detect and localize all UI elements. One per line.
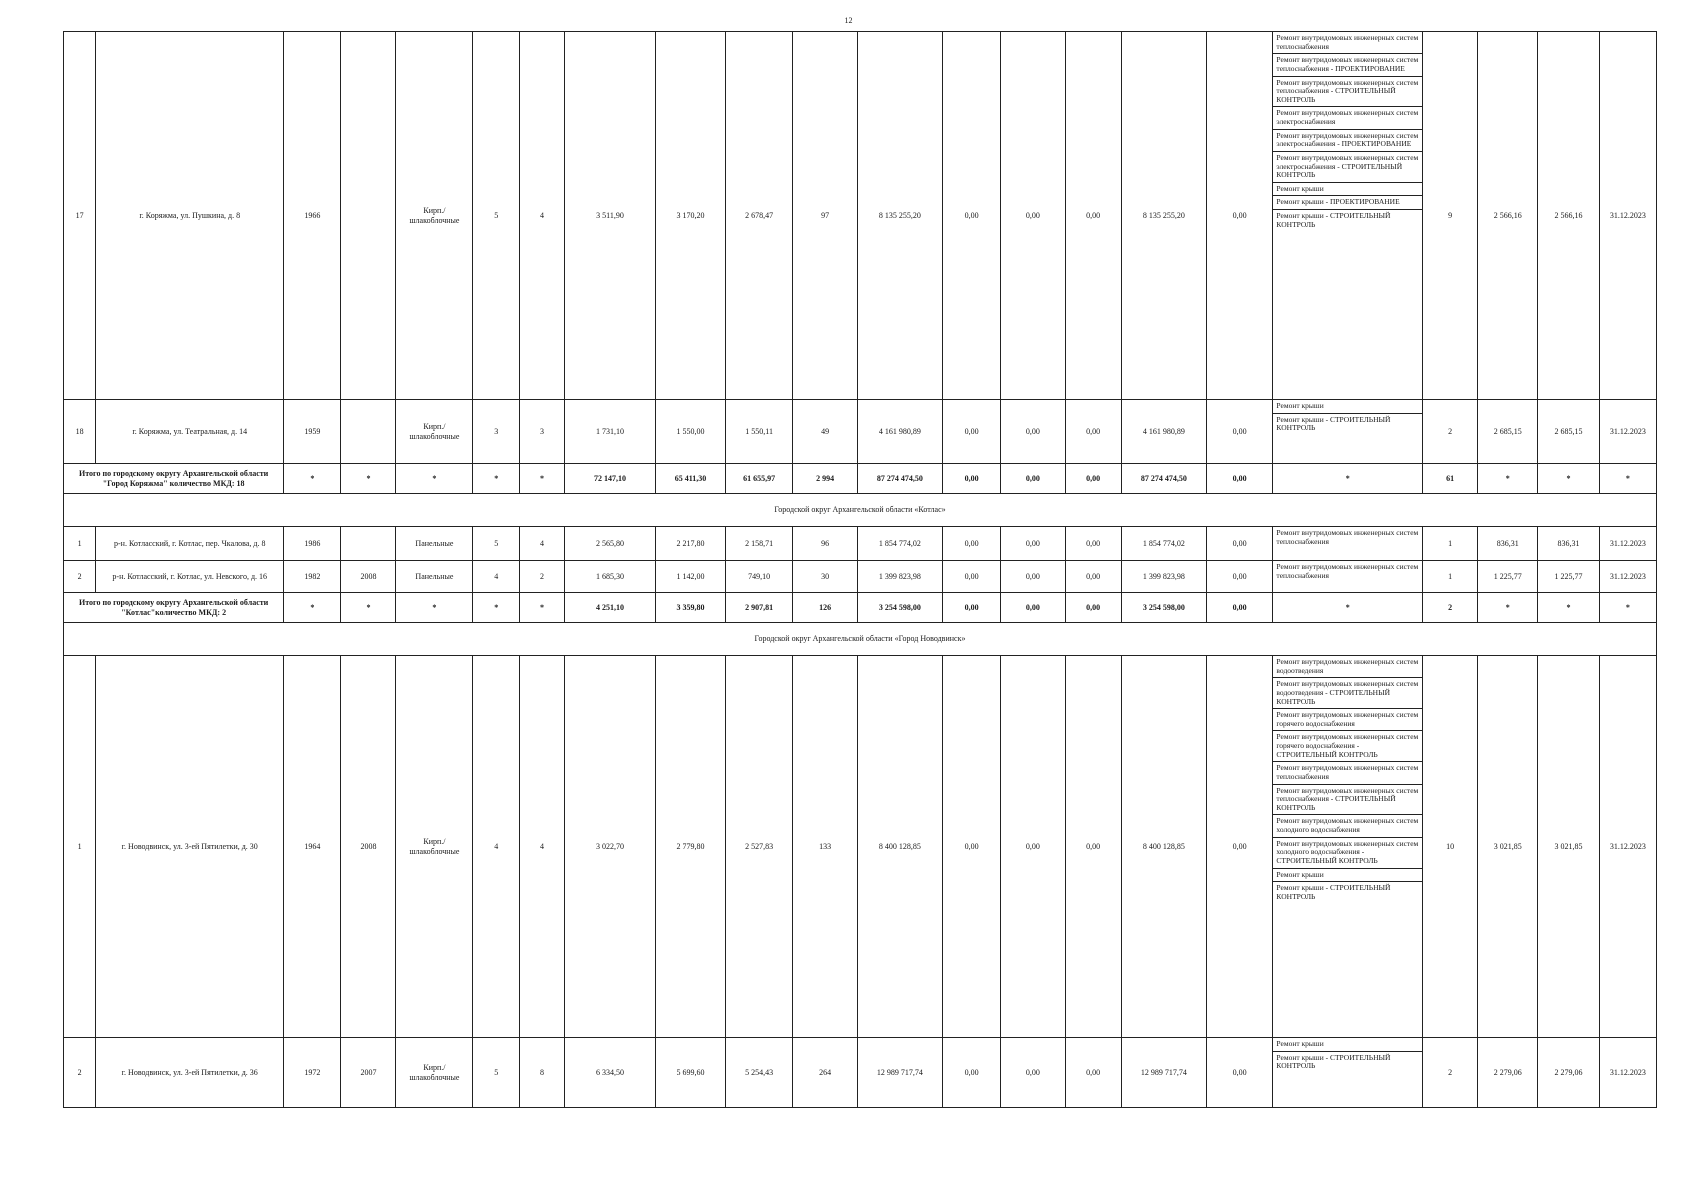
deadline-cell: 31.12.2023: [1599, 1038, 1656, 1108]
unit-cost-limit-cell: 2 685,15: [1538, 400, 1599, 464]
residents-cell: 96: [793, 527, 857, 561]
address-cell: р-н. Котласский, г. Котлас, пер. Чкалова, д. 8: [96, 527, 284, 561]
works-list: [1273, 561, 1422, 582]
area-total-cell: 3 022,70: [564, 656, 655, 1038]
fund-regional-cell: 0,00: [1001, 527, 1065, 561]
cost-total-cell: 1 399 823,98: [857, 561, 942, 593]
work-item: Ремонт крыши: [1273, 400, 1422, 414]
area-total-cell: 1 731,10: [564, 400, 655, 464]
unit-cost-limit-cell: 3 021,85: [1538, 656, 1599, 1038]
area-living-cell: 1 550,11: [725, 400, 793, 464]
works-cell: [1273, 32, 1423, 400]
deadline-cell: 31.12.2023: [1599, 32, 1656, 400]
fund-other-cell: 0,00: [1206, 464, 1273, 494]
address-cell: г. Коряжма, ул. Пушкина, д. 8: [96, 32, 284, 400]
area-living-cell: 2 678,47: [725, 32, 793, 400]
address-cell: р-н. Котласский, г. Котлас, ул. Невского, д. 16: [96, 561, 284, 593]
entrances-cell: *: [520, 593, 565, 623]
fund-other-cell: 0,00: [1206, 32, 1273, 400]
floors-cell: *: [473, 593, 520, 623]
floors-cell: 3: [473, 400, 520, 464]
wall-material-cell: Кирп./ шлакоблочные: [396, 656, 473, 1038]
works-list: [1273, 527, 1422, 548]
unit-cost-cell: 3 021,85: [1478, 656, 1538, 1038]
fund-owners-cell: 4 161 980,89: [1121, 400, 1206, 464]
works-count-cell: 1: [1423, 527, 1478, 561]
table-row: [64, 1038, 1657, 1108]
fund-local-cell: 0,00: [1065, 656, 1121, 1038]
deadline-cell: 31.12.2023: [1599, 561, 1656, 593]
fund-local-cell: 0,00: [1065, 32, 1121, 400]
row-number-cell: 2: [64, 1038, 96, 1108]
works-list: [1273, 656, 1422, 903]
works-count-cell: 1: [1423, 561, 1478, 593]
fund-local-cell: 0,00: [1065, 527, 1121, 561]
fund-other-cell: 0,00: [1206, 1038, 1273, 1108]
fund-owners-cell: 1 399 823,98: [1121, 561, 1206, 593]
fund-local-cell: 0,00: [1065, 464, 1121, 494]
cost-total-cell: 12 989 717,74: [857, 1038, 942, 1108]
work-item: Ремонт внутридомовых инженерных систем холодного водоснабжения - СТРОИТЕЛЬНЫЙ КОНТРОЛЬ: [1273, 838, 1422, 869]
table-row: [64, 32, 1657, 400]
year-renovated-cell: 2008: [341, 656, 396, 1038]
unit-cost-limit-cell: 2 279,06: [1538, 1038, 1599, 1108]
area-living-cell: 61 655,97: [725, 464, 793, 494]
unit-cost-limit-cell: *: [1538, 464, 1599, 494]
fund-federal-cell: 0,00: [943, 464, 1001, 494]
unit-cost-cell: 836,31: [1478, 527, 1538, 561]
fund-other-cell: 0,00: [1206, 656, 1273, 1038]
works-count-cell: 9: [1423, 32, 1478, 400]
works-list: [1273, 32, 1422, 231]
deadline-cell: 31.12.2023: [1599, 656, 1656, 1038]
fund-local-cell: 0,00: [1065, 593, 1121, 623]
page-number: 12: [844, 16, 853, 25]
row-number-cell: 18: [64, 400, 96, 464]
unit-cost-limit-cell: 836,31: [1538, 527, 1599, 561]
area-total-cell: 6 334,50: [564, 1038, 655, 1108]
total-row: [64, 593, 1657, 623]
area-premises-cell: 3 359,80: [656, 593, 726, 623]
area-premises-cell: 1 142,00: [656, 561, 726, 593]
residents-cell: 126: [793, 593, 857, 623]
fund-regional-cell: 0,00: [1001, 593, 1065, 623]
residents-cell: 133: [793, 656, 857, 1038]
capital-repair-table: [63, 31, 1657, 1108]
works-cell: *: [1273, 593, 1423, 623]
entrances-cell: 8: [520, 1038, 565, 1108]
area-premises-cell: 2 217,80: [656, 527, 726, 561]
unit-cost-limit-cell: 2 566,16: [1538, 32, 1599, 400]
works-count-cell: 61: [1423, 464, 1478, 494]
area-living-cell: 749,10: [725, 561, 793, 593]
area-premises-cell: 2 779,80: [656, 656, 726, 1038]
area-total-cell: 3 511,90: [564, 32, 655, 400]
section-header-row: [64, 623, 1657, 656]
fund-regional-cell: 0,00: [1001, 32, 1065, 400]
cost-total-cell: 4 161 980,89: [857, 400, 942, 464]
area-living-cell: 2 158,71: [725, 527, 793, 561]
work-item: Ремонт внутридомовых инженерных систем теплоснабжения - ПРОЕКТИРОВАНИЕ: [1273, 54, 1422, 76]
entrances-cell: 4: [520, 527, 565, 561]
unit-cost-limit-cell: 1 225,77: [1538, 561, 1599, 593]
floors-cell: 5: [473, 32, 520, 400]
fund-other-cell: 0,00: [1206, 400, 1273, 464]
works-count-cell: 10: [1423, 656, 1478, 1038]
unit-cost-limit-cell: *: [1538, 593, 1599, 623]
year-built-cell: 1964: [284, 656, 341, 1038]
entrances-cell: 4: [520, 32, 565, 400]
fund-local-cell: 0,00: [1065, 1038, 1121, 1108]
wall-material-cell: Кирп./ шлакоблочные: [396, 1038, 473, 1108]
fund-regional-cell: 0,00: [1001, 656, 1065, 1038]
fund-local-cell: 0,00: [1065, 561, 1121, 593]
year-built-cell: 1966: [284, 32, 341, 400]
unit-cost-cell: *: [1478, 593, 1538, 623]
works-count-cell: 2: [1423, 1038, 1478, 1108]
area-total-cell: 4 251,10: [564, 593, 655, 623]
address-cell: г. Новодвинск, ул. 3-ей Пятилетки, д. 30: [96, 656, 284, 1038]
unit-cost-cell: *: [1478, 464, 1538, 494]
fund-local-cell: 0,00: [1065, 400, 1121, 464]
work-item: Ремонт внутридомовых инженерных систем теплоснабжения: [1273, 762, 1422, 784]
work-item: Ремонт внутридомовых инженерных систем горячего водоснабжения - СТРОИТЕЛЬНЫЙ КОНТРОЛЬ: [1273, 731, 1422, 762]
address-cell: г. Коряжма, ул. Театральная, д. 14: [96, 400, 284, 464]
table-row: [64, 527, 1657, 561]
fund-other-cell: 0,00: [1206, 527, 1273, 561]
fund-federal-cell: 0,00: [943, 400, 1001, 464]
unit-cost-cell: 2 566,16: [1478, 32, 1538, 400]
wall-material-cell: Панельные: [396, 527, 473, 561]
fund-federal-cell: 0,00: [943, 656, 1001, 1038]
unit-cost-cell: 2 685,15: [1478, 400, 1538, 464]
table-row: [64, 561, 1657, 593]
section-header-row: [64, 494, 1657, 527]
work-item: Ремонт внутридомовых инженерных систем теплоснабжения - СТРОИТЕЛЬНЫЙ КОНТРОЛЬ: [1273, 77, 1422, 108]
residents-cell: 97: [793, 32, 857, 400]
works-cell: [1273, 1038, 1423, 1108]
work-item: Ремонт крыши - СТРОИТЕЛЬНЫЙ КОНТРОЛЬ: [1276, 883, 1391, 901]
address-cell: г. Новодвинск, ул. 3-ей Пятилетки, д. 36: [96, 1038, 284, 1108]
area-premises-cell: 65 411,30: [656, 464, 726, 494]
fund-federal-cell: 0,00: [943, 561, 1001, 593]
work-item: Ремонт внутридомовых инженерных систем электроснабжения: [1273, 107, 1422, 129]
floors-cell: 5: [473, 527, 520, 561]
fund-regional-cell: 0,00: [1001, 400, 1065, 464]
works-list: [1273, 1038, 1422, 1073]
year-built-cell: 1972: [284, 1038, 341, 1108]
work-item: Ремонт внутридомовых инженерных систем горячего водоснабжения: [1273, 709, 1422, 731]
fund-federal-cell: 0,00: [943, 32, 1001, 400]
area-premises-cell: 5 699,60: [656, 1038, 726, 1108]
residents-cell: 264: [793, 1038, 857, 1108]
works-cell: [1273, 561, 1423, 593]
wall-material-cell: Панельные: [396, 561, 473, 593]
fund-other-cell: 0,00: [1206, 561, 1273, 593]
works-count-cell: 2: [1423, 400, 1478, 464]
work-item: Ремонт крыши: [1273, 869, 1422, 883]
year-renovated-cell: *: [341, 464, 396, 494]
total-label: Итого по городскому округу Архангельской области "Котлас"количество МКД: 2: [64, 593, 284, 623]
year-renovated-cell: [341, 527, 396, 561]
area-premises-cell: 3 170,20: [656, 32, 726, 400]
year-renovated-cell: 2007: [341, 1038, 396, 1108]
residents-cell: 2 994: [793, 464, 857, 494]
work-item: Ремонт внутридомовых инженерных систем холодного водоснабжения: [1273, 815, 1422, 837]
fund-owners-cell: 8 400 128,85: [1121, 656, 1206, 1038]
table-body: [64, 32, 1657, 1108]
cost-total-cell: 3 254 598,00: [857, 593, 942, 623]
work-item: Ремонт внутридомовых инженерных систем теплоснабжения: [1273, 32, 1422, 54]
work-item: Ремонт внутридомовых инженерных систем теплоснабжения: [1276, 562, 1419, 580]
cost-total-cell: 1 854 774,02: [857, 527, 942, 561]
work-item: Ремонт крыши - ПРОЕКТИРОВАНИЕ: [1273, 196, 1422, 210]
work-item: Ремонт внутридомовых инженерных систем электроснабжения - СТРОИТЕЛЬНЫЙ КОНТРОЛЬ: [1273, 152, 1422, 183]
fund-owners-cell: 12 989 717,74: [1121, 1038, 1206, 1108]
fund-federal-cell: 0,00: [943, 527, 1001, 561]
area-total-cell: 2 565,80: [564, 527, 655, 561]
entrances-cell: 3: [520, 400, 565, 464]
work-item: Ремонт внутридомовых инженерных систем водоотведения: [1273, 656, 1422, 678]
floors-cell: *: [473, 464, 520, 494]
total-label: Итого по городскому округу Архангельской области "Город Коряжма" количество МКД: 18: [64, 464, 284, 494]
cost-total-cell: 8 135 255,20: [857, 32, 942, 400]
entrances-cell: *: [520, 464, 565, 494]
year-renovated-cell: 2008: [341, 561, 396, 593]
fund-federal-cell: 0,00: [943, 1038, 1001, 1108]
entrances-cell: 2: [520, 561, 565, 593]
row-number-cell: 17: [64, 32, 96, 400]
year-built-cell: 1986: [284, 527, 341, 561]
year-built-cell: 1982: [284, 561, 341, 593]
total-row: [64, 464, 1657, 494]
residents-cell: 30: [793, 561, 857, 593]
row-number-cell: 1: [64, 656, 96, 1038]
wall-material-cell: Кирп./ шлакоблочные: [396, 32, 473, 400]
wall-material-cell: *: [396, 464, 473, 494]
residents-cell: 49: [793, 400, 857, 464]
work-item: Ремонт крыши - СТРОИТЕЛЬНЫЙ КОНТРОЛЬ: [1276, 1052, 1391, 1071]
deadline-cell: *: [1599, 593, 1656, 623]
area-living-cell: 2 527,83: [725, 656, 793, 1038]
fund-other-cell: 0,00: [1206, 593, 1273, 623]
floors-cell: 5: [473, 1038, 520, 1108]
row-number-cell: 1: [64, 527, 96, 561]
section-title: Городской округ Архангельской области «Котлас»: [64, 494, 1657, 527]
work-item: Ремонт внутридомовых инженерных систем электроснабжения - ПРОЕКТИРОВАНИЕ: [1273, 130, 1422, 152]
deadline-cell: 31.12.2023: [1599, 527, 1656, 561]
cost-total-cell: 8 400 128,85: [857, 656, 942, 1038]
deadline-cell: *: [1599, 464, 1656, 494]
area-premises-cell: 1 550,00: [656, 400, 726, 464]
area-living-cell: 5 254,43: [725, 1038, 793, 1108]
entrances-cell: 4: [520, 656, 565, 1038]
year-built-cell: *: [284, 464, 341, 494]
work-item: Ремонт крыши: [1273, 1038, 1422, 1052]
works-cell: [1273, 400, 1423, 464]
unit-cost-cell: 2 279,06: [1478, 1038, 1538, 1108]
wall-material-cell: Кирп./ шлакоблочные: [396, 400, 473, 464]
work-item: Ремонт крыши - СТРОИТЕЛЬНЫЙ КОНТРОЛЬ: [1276, 211, 1391, 229]
year-built-cell: *: [284, 593, 341, 623]
section-title: Городской округ Архангельской области «Город Новодвинск»: [64, 623, 1657, 656]
year-renovated-cell: [341, 400, 396, 464]
work-item: Ремонт внутридомовых инженерных систем водоотведения - СТРОИТЕЛЬНЫЙ КОНТРОЛЬ: [1273, 678, 1422, 709]
year-renovated-cell: *: [341, 593, 396, 623]
cost-total-cell: 87 274 474,50: [857, 464, 942, 494]
fund-owners-cell: 1 854 774,02: [1121, 527, 1206, 561]
work-item: Ремонт внутридомовых инженерных систем теплоснабжения - СТРОИТЕЛЬНЫЙ КОНТРОЛЬ: [1273, 785, 1422, 816]
area-total-cell: 72 147,10: [564, 464, 655, 494]
floors-cell: 4: [473, 561, 520, 593]
works-cell: [1273, 656, 1423, 1038]
table-row: [64, 656, 1657, 1038]
unit-cost-cell: 1 225,77: [1478, 561, 1538, 593]
row-number-cell: 2: [64, 561, 96, 593]
fund-owners-cell: 3 254 598,00: [1121, 593, 1206, 623]
year-built-cell: 1959: [284, 400, 341, 464]
works-list: [1273, 400, 1422, 435]
works-count-cell: 2: [1423, 593, 1478, 623]
year-renovated-cell: [341, 32, 396, 400]
wall-material-cell: *: [396, 593, 473, 623]
area-living-cell: 2 907,81: [725, 593, 793, 623]
fund-regional-cell: 0,00: [1001, 561, 1065, 593]
fund-regional-cell: 0,00: [1001, 464, 1065, 494]
works-cell: [1273, 527, 1423, 561]
floors-cell: 4: [473, 656, 520, 1038]
area-total-cell: 1 685,30: [564, 561, 655, 593]
fund-regional-cell: 0,00: [1001, 1038, 1065, 1108]
fund-owners-cell: 87 274 474,50: [1121, 464, 1206, 494]
work-item: Ремонт внутридомовых инженерных систем теплоснабжения: [1276, 528, 1419, 546]
works-cell: *: [1273, 464, 1423, 494]
deadline-cell: 31.12.2023: [1599, 400, 1656, 464]
work-item: Ремонт крыши: [1273, 183, 1422, 197]
fund-owners-cell: 8 135 255,20: [1121, 32, 1206, 400]
fund-federal-cell: 0,00: [943, 593, 1001, 623]
work-item: Ремонт крыши - СТРОИТЕЛЬНЫЙ КОНТРОЛЬ: [1276, 414, 1391, 433]
table-row: [64, 400, 1657, 464]
